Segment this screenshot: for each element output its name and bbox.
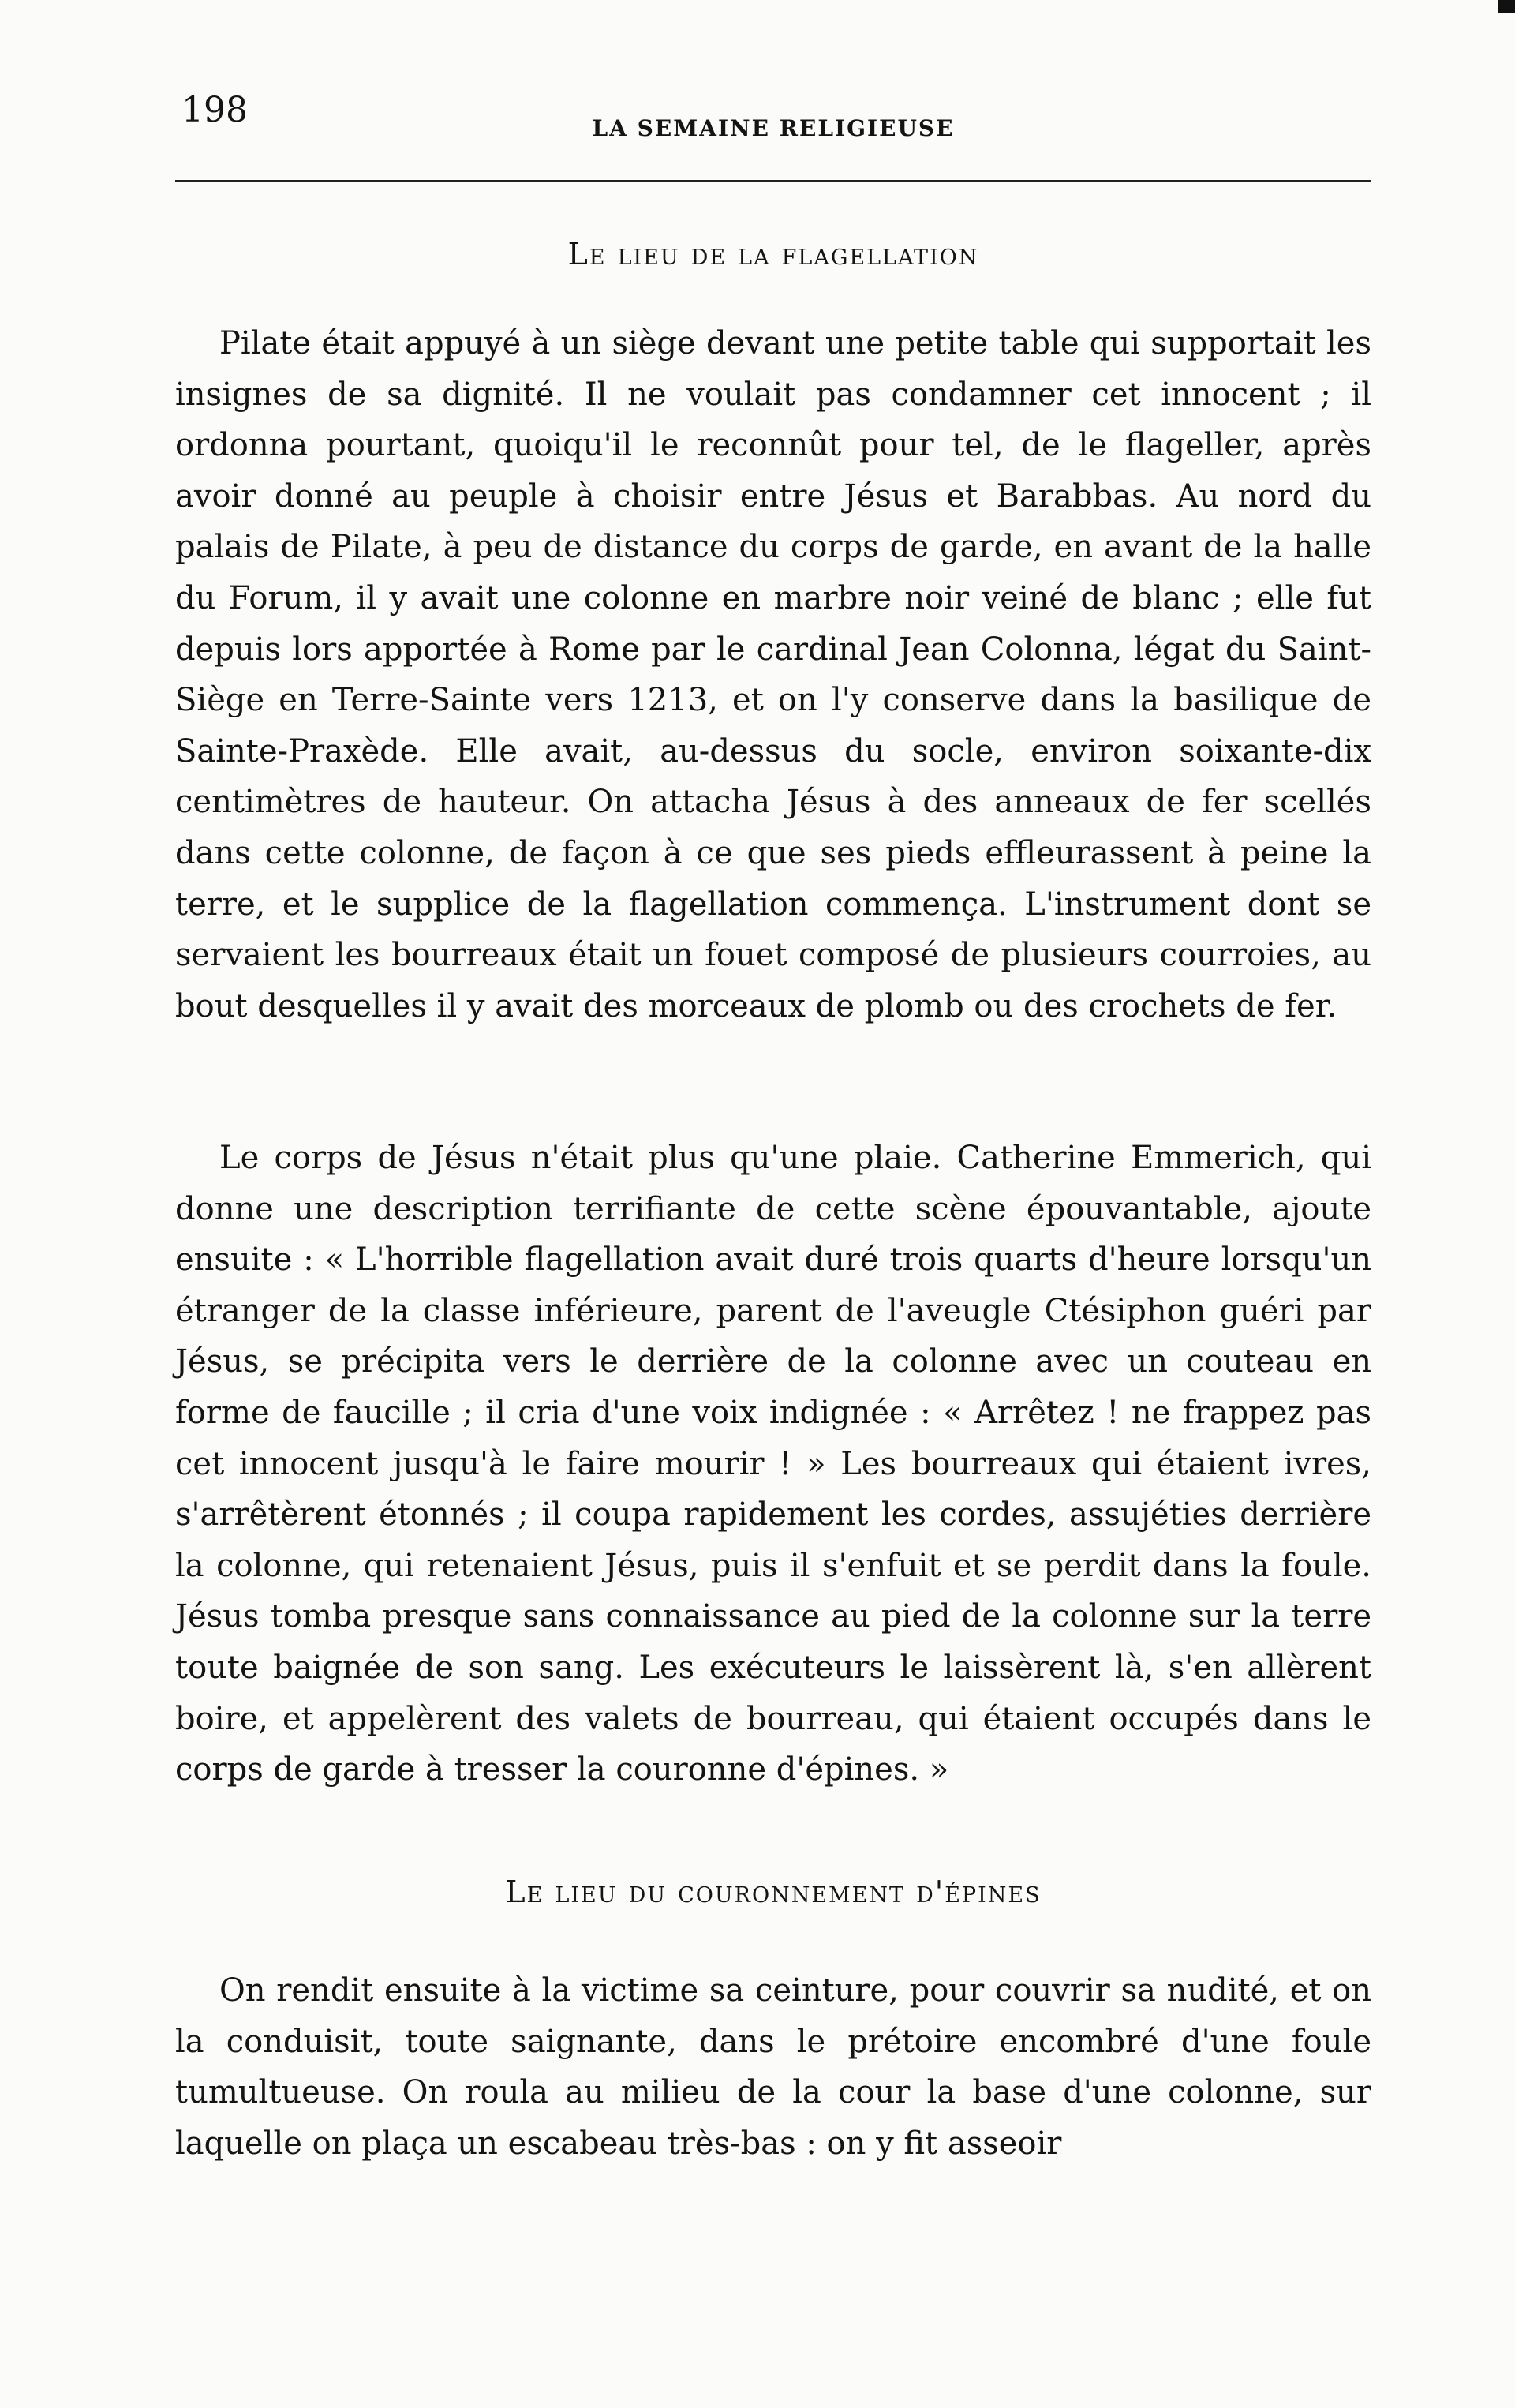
header-rule — [175, 180, 1371, 182]
page-number: 198 — [181, 90, 248, 130]
section-title-flagellation: Le lieu de la flagellation — [567, 237, 979, 272]
page-corner-mark — [1498, 0, 1515, 13]
page-header — [175, 79, 1371, 158]
running-title: LA SEMAINE RELIGIEUSE — [592, 115, 955, 141]
paragraph-ceinture: On rendit ensuite à la victime sa ceinture, pour couvrir sa nudité, et on la conduisit, toute saignante, dans le prétoire encombré d'une foule tumultueuse. On roula au milieu de la cour la base d'une colonne, sur laquelle on plaça un escabeau très-bas : on y fit asseoir — [175, 1972, 1371, 2162]
paragraph-corps-de-jesus: Le corps de Jésus n'était plus qu'une plaie. Catherine Emmerich, qui donne une description terrifiante de cette scène épouvantable, ajoute ensuite : « L'horrible flagellation avait duré trois quarts d'heure lorsqu'un étranger de la classe inférieure, parent de l'aveugle Ctésiphon guéri par Jésus, se précipita vers le derrière de la colonne avec un couteau en forme de faucille ; il cria d'une voix indignée : « Arrêtez ! ne frappez pas cet innocent jusqu'à le faire mourir ! » Les bourreaux qui étaient ivres, s'arrêtèrent étonnés ; il coupa rapidement les cordes, assujéties derrière la colonne, qui retenaient Jésus, puis il s'enfuit et se perdit dans la foule. Jésus tomba presque sans connaissance au pied de la colonne sur la terre toute baignée de son sang. Les exécuteurs le laissèrent là, s'en allèrent boire, et appelèrent des valets de bourreau, qui étaient occupés dans le corps de garde à tresser la couronne d'épines. » — [175, 1140, 1371, 1788]
paragraph-pilate: Pilate était appuyé à un siège devant une petite table qui supportait les insignes de sa dignité. Il ne voulait pas condamner cet innocent ; il ordonna pourtant, quoiqu'il le reconnût pour tel, de le flageller, après avoir donné au peuple à choisir entre Jésus et Barabbas. Au nord du palais de Pilate, à peu de distance du corps de garde, en avant de la halle du Forum, il y avait une colonne en marbre noir veiné de blanc ; elle fut depuis lors apportée à Rome par le cardinal Jean Colonna, légat du Saint-Siège en Terre-Sainte vers 1213, et on l'y conserve dans la basilique de Sainte-Praxède. Elle avait, au-dessus du socle, environ soixante-dix centimètres de hauteur. On attacha Jésus à des anneaux de fer scellés dans cette colonne, de façon à ce que ses pieds effleurassent à peine la terre, et le supplice de la flagellation commença. L'instrument dont se servaient les bourreaux était un fouet composé de plusieurs courroies, au bout desquelles il y avait des morceaux de plomb ou des crochets de fer. — [175, 325, 1371, 1024]
section-title-couronnement: Le lieu du couronnement d'épines — [505, 1874, 1042, 1909]
